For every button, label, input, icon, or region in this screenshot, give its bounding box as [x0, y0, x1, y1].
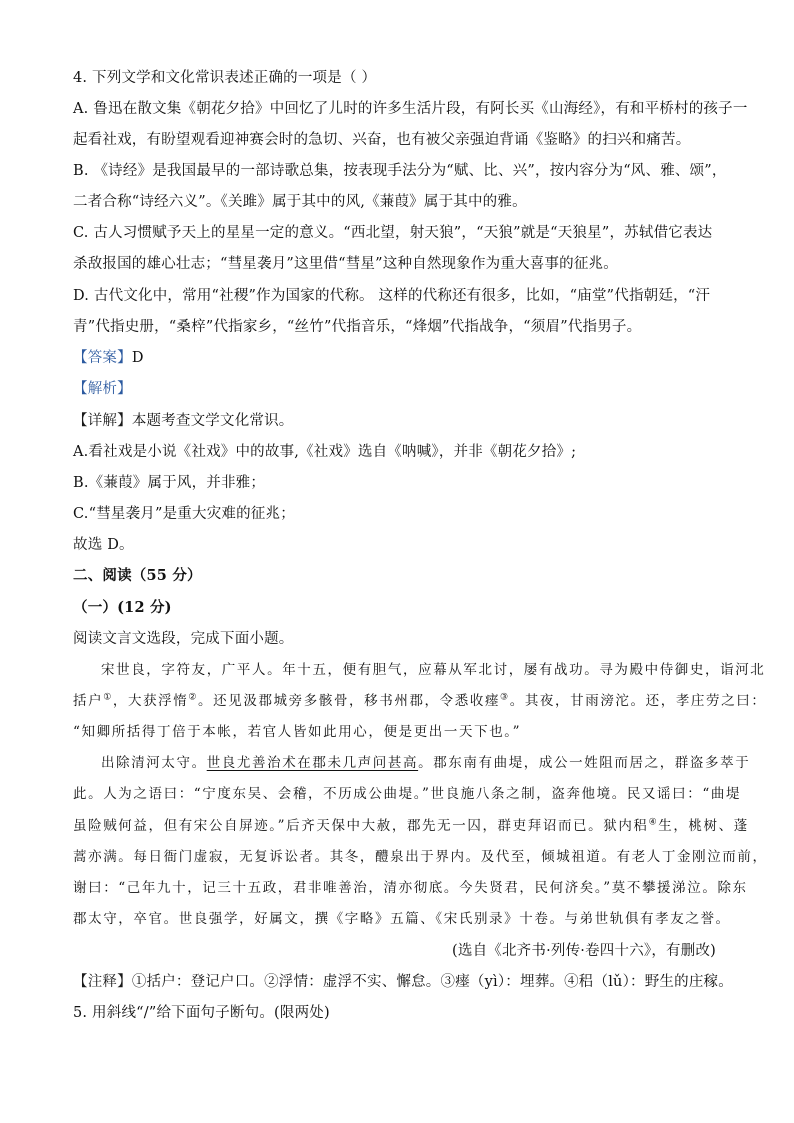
conclusion: 故选 D。 — [73, 537, 134, 553]
passage-source: (选自《北齐书·列传·卷四十六》，有删改) — [452, 943, 716, 959]
answer-tag: 【答案】 — [73, 350, 132, 366]
option-c-line-1: C. 古人习惯赋予天上的星星一定的意义。“西北望，射天狼”，“天狼”就是“天狼星”，苏轼借它表达 — [73, 225, 713, 241]
option-b-line-1: B. 《诗经》是我国最早的一部诗歌总集，按表现手法分为“赋、比、兴”，按内容分为“风、雅、颂”， — [73, 163, 727, 179]
passage-p2-line-6: 郡太守，卒官。世良强学，好属文，撰《字略》五篇、《宋氏别录》十卷。与弟世轨俱有孝友之誉。 — [73, 911, 731, 927]
option-c-line-2: 杀敌报国的雄心壮志；“彗星袭月”这里借“彗星”这种自然现象作为重大喜事的征兆。 — [73, 256, 618, 272]
passage-p1-line-1: 宋世良，字符友，广平人。年十五，便有胆气，应幕从军北讨，屡有战功。寻为殿中侍御史，诣河北 — [101, 662, 766, 678]
notes-line — [73, 971, 733, 993]
notes-text: ①括户：登记户口。②浮情：虚浮不实、懈怠。③瘗（yì）：埋葬。④稆（lǔ）：野生的庄稼。 — [131, 974, 733, 990]
answer-line — [73, 347, 733, 369]
analysis-tag: 【解析】 — [73, 381, 132, 397]
question-4-stem: 4. 下列文学和文化常识表述正确的一项是（ ） — [73, 70, 377, 86]
explanation-c: C.“彗星袭月”是重大灾难的征兆； — [73, 506, 295, 522]
passage-p1-line-2: 括户①，大获浮惰②。还见汲郡城旁多骸骨，移书州郡，令悉收瘗③。其夜，甘雨滂沱。还，孝庄劳之曰： — [73, 692, 767, 709]
passage-p2-line-4: 蒿亦满。每日衙门虚寂，无复诉讼者。其冬，醴泉出于界内。及代至，倾城祖道。有老人丁金刚泣而前， — [73, 849, 768, 865]
passage-p2-line-3: 虽险贼何益，但有宋公自屏迹。”后齐天保中大赦，郡先无一囚，群吏拜诏而已。狱内稆④生，桃树、蓬 — [73, 817, 749, 834]
note-mark-4: ④ — [648, 817, 659, 828]
explanation-b: B.《蒹葭》属于风，并非雅； — [73, 475, 266, 491]
analysis-line — [73, 378, 733, 400]
detail-line — [73, 410, 733, 432]
section-instruction: 阅读文言文选段，完成下面小题。 — [73, 631, 294, 647]
passage-p2-line-2: 此。人为之语曰：“宁度东吴、会稽，不历成公曲堤。”世良施八条之制，盗奔他境。民又谣曰：“曲堤 — [73, 786, 742, 802]
note-mark-2: ② — [188, 692, 199, 703]
question-5-stem: 5. 用斜线“/”给下面句子断句。(限两处) — [73, 1005, 330, 1021]
option-a-line-2: 起看社戏，有盼望观看迎神赛会时的急切、兴奋，也有被父亲强迫背诵《鉴略》的扫兴和痛苦。 — [73, 132, 691, 148]
detail-text: 本题考查文学文化常识。 — [131, 413, 294, 429]
section-title: 二、阅读（55 分） — [73, 567, 202, 584]
underlined-sentence: 世良尤善治术在郡未几声问甚高 — [206, 755, 419, 771]
option-a-line-1: A. 鲁迅在散文集《朝花夕拾》中回忆了儿时的许多生活片段，有阿长买《山海经》，有和平桥村的孩子一 — [73, 101, 748, 117]
explanation-a: A.看社戏是小说《社戏》中的故事,《社戏》选自《呐喊》，并非《朝花夕拾》; — [73, 444, 577, 460]
passage-p2-line-5: 谢曰：“己年九十，记三十五政，君非唯善治，清亦彻底。今失贤君，民何济矣。”莫不攀援涕泣。除东 — [73, 880, 748, 896]
answer-value: D — [131, 350, 144, 366]
note-mark-1: ① — [103, 692, 113, 703]
section-subtitle: （一）(12 分) — [73, 599, 172, 616]
passage-p1-line-3: “知卿所括得丁倍于本帐，若官人皆如此用心，便是更出一天下也。” — [73, 724, 522, 740]
detail-tag: 【详解】 — [73, 413, 132, 429]
notes-tag: 【注释】 — [73, 974, 132, 990]
note-mark-3: ③ — [500, 692, 510, 703]
option-d-line-1: D. 古代文化中，常用“社稷”作为国家的代称。 这样的代称还有很多，比如，“庙堂”代指朝廷，“汗 — [73, 288, 711, 304]
passage-p2-line-1: 出除清河太守。世良尤善治术在郡未几声问甚高。郡东南有曲堤，成公一姓阻而居之，群盗多萃于 — [101, 755, 751, 771]
option-b-line-2: 二者合称“诗经六义”。《关雎》属于其中的风,《蒹葭》属于其中的雅。 — [73, 194, 527, 210]
option-d-line-2: 青”代指史册，“桑梓”代指家乡，“丝竹”代指音乐，“烽烟”代指战争，“须眉”代指男子。 — [73, 319, 642, 335]
